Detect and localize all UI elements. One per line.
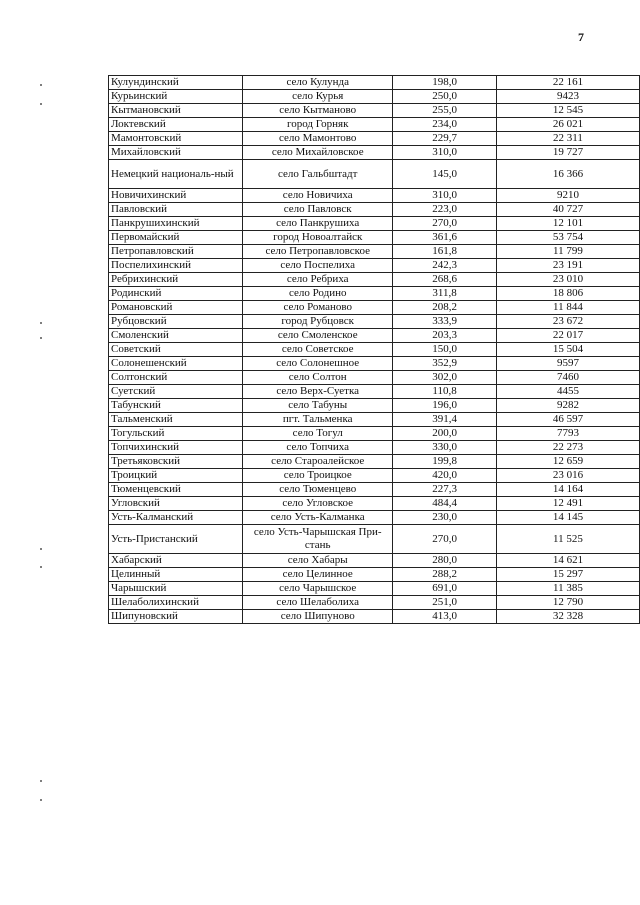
center-cell: село Верх-Суетка <box>243 385 393 399</box>
population-cell: 11 385 <box>496 582 639 596</box>
district-cell: Локтевский <box>109 118 243 132</box>
distance-cell: 199,8 <box>393 455 497 469</box>
table-row <box>109 259 640 273</box>
table-row <box>109 146 640 160</box>
center-cell: село Кулунда <box>243 76 393 90</box>
distance-cell: 270,0 <box>393 525 497 554</box>
district-cell: Шелаболихинский <box>109 596 243 610</box>
population-cell: 11 844 <box>496 301 639 315</box>
district-cell: Кулундинский <box>109 76 243 90</box>
center-cell: село Тогул <box>243 427 393 441</box>
table-row <box>109 76 640 90</box>
distance-cell: 413,0 <box>393 610 497 624</box>
center-cell: село Троицкое <box>243 469 393 483</box>
table-row <box>109 90 640 104</box>
population-cell: 11 525 <box>496 525 639 554</box>
distance-cell: 242,3 <box>393 259 497 273</box>
table-row <box>109 132 640 146</box>
table-row <box>109 217 640 231</box>
district-cell: Третьяковский <box>109 455 243 469</box>
district-cell: Михайловский <box>109 146 243 160</box>
center-cell: город Новоалтайск <box>243 231 393 245</box>
center-cell: город Горняк <box>243 118 393 132</box>
population-cell: 15 297 <box>496 568 639 582</box>
table-row <box>109 483 640 497</box>
population-cell: 32 328 <box>496 610 639 624</box>
district-cell: Рубцовский <box>109 315 243 329</box>
table-row <box>109 118 640 132</box>
table-row <box>109 231 640 245</box>
population-cell: 26 021 <box>496 118 639 132</box>
center-cell: село Поспелиха <box>243 259 393 273</box>
center-cell: село Смоленское <box>243 329 393 343</box>
center-cell: село Панкрушиха <box>243 217 393 231</box>
table-row <box>109 497 640 511</box>
center-cell: село Солонешное <box>243 357 393 371</box>
district-cell: Солтонский <box>109 371 243 385</box>
table-row <box>109 596 640 610</box>
center-cell: село Советское <box>243 343 393 357</box>
center-cell: село Чарышское <box>243 582 393 596</box>
population-cell: 12 491 <box>496 497 639 511</box>
center-cell: село Павловск <box>243 203 393 217</box>
distance-cell: 203,3 <box>393 329 497 343</box>
distance-cell: 198,0 <box>393 76 497 90</box>
distance-cell: 250,0 <box>393 90 497 104</box>
district-cell: Смоленский <box>109 329 243 343</box>
population-cell: 22 311 <box>496 132 639 146</box>
population-cell: 9423 <box>496 90 639 104</box>
center-cell: село Кытманово <box>243 104 393 118</box>
population-cell: 16 366 <box>496 160 639 189</box>
population-cell: 7460 <box>496 371 639 385</box>
district-cell: Тюменцевский <box>109 483 243 497</box>
distance-cell: 110,8 <box>393 385 497 399</box>
center-cell: село Гальбштадт <box>243 160 393 189</box>
table-row <box>109 343 640 357</box>
population-cell: 18 806 <box>496 287 639 301</box>
table-row <box>109 554 640 568</box>
distance-cell: 268,6 <box>393 273 497 287</box>
distance-cell: 251,0 <box>393 596 497 610</box>
population-cell: 12 790 <box>496 596 639 610</box>
population-cell: 23 010 <box>496 273 639 287</box>
table-row <box>109 104 640 118</box>
population-cell: 23 191 <box>496 259 639 273</box>
distance-cell: 196,0 <box>393 399 497 413</box>
center-cell: город Рубцовск <box>243 315 393 329</box>
center-cell: село Родино <box>243 287 393 301</box>
population-cell: 53 754 <box>496 231 639 245</box>
table-row <box>109 329 640 343</box>
district-cell: Курьинский <box>109 90 243 104</box>
table-row <box>109 399 640 413</box>
population-cell: 40 727 <box>496 203 639 217</box>
district-cell: Романовский <box>109 301 243 315</box>
table-row <box>109 525 640 554</box>
center-cell: село Курья <box>243 90 393 104</box>
scan-mark <box>40 780 42 782</box>
population-cell: 46 597 <box>496 413 639 427</box>
distance-cell: 288,2 <box>393 568 497 582</box>
table-row <box>109 455 640 469</box>
center-cell: село Мамонтово <box>243 132 393 146</box>
distance-cell: 352,9 <box>393 357 497 371</box>
scan-mark <box>40 103 42 105</box>
distance-cell: 310,0 <box>393 189 497 203</box>
district-cell: Шипуновский <box>109 610 243 624</box>
table-row <box>109 469 640 483</box>
distance-cell: 227,3 <box>393 483 497 497</box>
district-cell: Павловский <box>109 203 243 217</box>
table-row <box>109 273 640 287</box>
district-cell: Новичихинский <box>109 189 243 203</box>
table-row <box>109 610 640 624</box>
distance-cell: 229,7 <box>393 132 497 146</box>
center-cell: село Шелаболиха <box>243 596 393 610</box>
district-cell: Петропавловский <box>109 245 243 259</box>
distance-cell: 420,0 <box>393 469 497 483</box>
district-cell: Родинский <box>109 287 243 301</box>
district-cell: Чарышский <box>109 582 243 596</box>
table-row <box>109 582 640 596</box>
population-cell: 9282 <box>496 399 639 413</box>
scan-mark <box>40 566 42 568</box>
population-cell: 22 161 <box>496 76 639 90</box>
page-number: 7 <box>578 30 584 44</box>
table-row <box>109 511 640 525</box>
distance-cell: 145,0 <box>393 160 497 189</box>
table-row <box>109 189 640 203</box>
table-row <box>109 371 640 385</box>
distance-cell: 330,0 <box>393 441 497 455</box>
distance-cell: 161,8 <box>393 245 497 259</box>
table-row <box>109 441 640 455</box>
population-cell: 9210 <box>496 189 639 203</box>
population-cell: 12 659 <box>496 455 639 469</box>
distance-cell: 311,8 <box>393 287 497 301</box>
scan-mark <box>40 337 42 339</box>
distance-cell: 208,2 <box>393 301 497 315</box>
center-cell: село Усть-Чарышская При-стань <box>243 525 393 554</box>
distance-cell: 333,9 <box>393 315 497 329</box>
population-cell: 11 799 <box>496 245 639 259</box>
district-cell: Топчихинский <box>109 441 243 455</box>
population-cell: 23 672 <box>496 315 639 329</box>
table-row <box>109 385 640 399</box>
table-row <box>109 245 640 259</box>
distance-cell: 270,0 <box>393 217 497 231</box>
center-cell: село Новичиха <box>243 189 393 203</box>
district-cell: Табунский <box>109 399 243 413</box>
districts-table <box>108 75 640 624</box>
district-cell: Суетский <box>109 385 243 399</box>
district-cell: Первомайский <box>109 231 243 245</box>
center-cell: село Романово <box>243 301 393 315</box>
scan-mark <box>40 322 42 324</box>
center-cell: село Угловское <box>243 497 393 511</box>
table-row <box>109 568 640 582</box>
population-cell: 22 273 <box>496 441 639 455</box>
district-cell: Ребрихинский <box>109 273 243 287</box>
distance-cell: 484,4 <box>393 497 497 511</box>
center-cell: село Петропавловское <box>243 245 393 259</box>
district-cell: Панкрушихинский <box>109 217 243 231</box>
distance-cell: 361,6 <box>393 231 497 245</box>
district-cell: Хабарский <box>109 554 243 568</box>
table-row <box>109 427 640 441</box>
center-cell: село Усть-Калманка <box>243 511 393 525</box>
center-cell: село Целинное <box>243 568 393 582</box>
district-cell: Советский <box>109 343 243 357</box>
district-cell: Тогульский <box>109 427 243 441</box>
table-row <box>109 413 640 427</box>
distance-cell: 234,0 <box>393 118 497 132</box>
district-cell: Тальменский <box>109 413 243 427</box>
district-cell: Мамонтовский <box>109 132 243 146</box>
population-cell: 12 101 <box>496 217 639 231</box>
table-row <box>109 160 640 189</box>
center-cell: село Топчиха <box>243 441 393 455</box>
population-cell: 19 727 <box>496 146 639 160</box>
scan-mark <box>40 799 42 801</box>
distance-cell: 691,0 <box>393 582 497 596</box>
center-cell: село Михайловское <box>243 146 393 160</box>
table-row <box>109 315 640 329</box>
distance-cell: 280,0 <box>393 554 497 568</box>
distance-cell: 230,0 <box>393 511 497 525</box>
scan-mark <box>40 548 42 550</box>
district-cell: Немецкий националь-ный <box>109 160 243 189</box>
district-cell: Троицкий <box>109 469 243 483</box>
distance-cell: 302,0 <box>393 371 497 385</box>
scan-mark <box>40 84 42 86</box>
population-cell: 14 621 <box>496 554 639 568</box>
population-cell: 14 145 <box>496 511 639 525</box>
district-cell: Угловский <box>109 497 243 511</box>
district-cell: Усть-Калманский <box>109 511 243 525</box>
district-cell: Поспелихинский <box>109 259 243 273</box>
district-cell: Солонешенский <box>109 357 243 371</box>
table-row <box>109 287 640 301</box>
center-cell: село Шипуново <box>243 610 393 624</box>
center-cell: село Староалейское <box>243 455 393 469</box>
table-row <box>109 357 640 371</box>
distance-cell: 150,0 <box>393 343 497 357</box>
center-cell: село Хабары <box>243 554 393 568</box>
distance-cell: 310,0 <box>393 146 497 160</box>
district-cell: Кытмановский <box>109 104 243 118</box>
distance-cell: 255,0 <box>393 104 497 118</box>
population-cell: 22 017 <box>496 329 639 343</box>
distance-cell: 200,0 <box>393 427 497 441</box>
center-cell: село Тюменцево <box>243 483 393 497</box>
population-cell: 9597 <box>496 357 639 371</box>
population-cell: 23 016 <box>496 469 639 483</box>
population-cell: 4455 <box>496 385 639 399</box>
district-cell: Усть-Пристанский <box>109 525 243 554</box>
center-cell: пгт. Тальменка <box>243 413 393 427</box>
population-cell: 15 504 <box>496 343 639 357</box>
distance-cell: 223,0 <box>393 203 497 217</box>
table-row <box>109 203 640 217</box>
population-cell: 14 164 <box>496 483 639 497</box>
district-cell: Целинный <box>109 568 243 582</box>
population-cell: 12 545 <box>496 104 639 118</box>
center-cell: село Табуны <box>243 399 393 413</box>
table-row <box>109 301 640 315</box>
districts-table-body <box>109 76 640 624</box>
distance-cell: 391,4 <box>393 413 497 427</box>
center-cell: село Ребриха <box>243 273 393 287</box>
center-cell: село Солтон <box>243 371 393 385</box>
population-cell: 7793 <box>496 427 639 441</box>
